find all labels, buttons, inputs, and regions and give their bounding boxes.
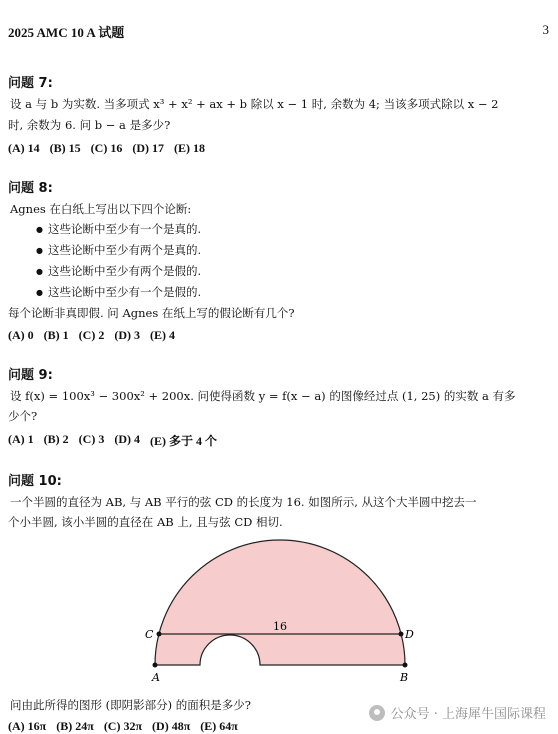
q10-question: 问由此所得的图形 (即阴影部分) 的面积是多少? (10, 698, 251, 712)
q10-heading: 问题 10: (8, 474, 62, 489)
q7-choice-b: (B) 15 (49, 141, 81, 155)
q8-choice-d: (D) 3 (114, 328, 141, 342)
q9-choice-e: (E) 多于 4 个 (150, 434, 218, 448)
point-b (403, 663, 408, 668)
watermark-text: 公众号 · 上海犀牛国际课程 (390, 707, 546, 722)
q7-choice-e: (E) 18 (174, 141, 206, 155)
q9-heading: 问题 9: (8, 368, 53, 383)
point-a (153, 663, 158, 668)
wechat-icon (369, 705, 385, 721)
q7-text-line2: 时, 余数为 6. 问 b − a 是多少? (8, 118, 171, 132)
q9-text-line1: 设 f(x) = 100x³ − 300x² + 200x. 问使得函数 y = f(x − a) 的图像经过点 (1, 25) 的实数 a 有多 (10, 389, 516, 403)
q10-choice-a: (A) 16π (8, 719, 47, 733)
q10-choice-c: (C) 32π (103, 719, 143, 733)
q7-heading: 问题 7: (8, 76, 53, 91)
q8-heading: 问题 8: (8, 181, 53, 196)
point-d (399, 632, 404, 637)
label-d: D (405, 628, 414, 641)
q9-choice-c: (C) 3 (78, 432, 105, 446)
q7-text-line1: 设 a 与 b 为实数. 当多项式 x³ + x² + ax + b 除以 x − 1 时, 余数为 4; 当该多项式除以 x − 2 (10, 97, 499, 111)
page-number: 3 (542, 22, 549, 37)
q8-intro: Agnes 在白纸上写出以下四个论断: (10, 202, 192, 216)
q8-choice-a: (A) 0 (8, 328, 34, 342)
q8-choice-b: (B) 1 (43, 328, 69, 342)
q8-statement-1: ● 这些论断中至少有一个是真的. (36, 221, 201, 237)
q8-statement-4: ● 这些论断中至少有一个是假的. (36, 284, 201, 300)
label-b: B (400, 671, 409, 684)
chord-length-label: 16 (273, 620, 287, 633)
label-c: C (145, 628, 154, 641)
header-title: 2025 AMC 10 A 试题 (8, 25, 125, 40)
q10-text-line1: 一个半圆的直径为 AB, 与 AB 平行的弦 CD 的长度为 16. 如图所示, 从这个大半圆中挖去一 (10, 495, 477, 509)
label-a: A (152, 671, 160, 684)
q8-statement-3: ● 这些论断中至少有两个是假的. (36, 263, 201, 279)
point-c (157, 632, 162, 637)
q9-text-line2: 少个? (8, 409, 38, 423)
q7-choice-c: (C) 16 (90, 141, 123, 155)
q10-choice-b: (B) 24π (56, 719, 94, 733)
shaded-region (155, 540, 405, 665)
q10-choice-d: (D) 48π (152, 719, 191, 733)
q9-choice-d: (D) 4 (114, 432, 141, 446)
q8-choice-e: (E) 4 (150, 328, 176, 342)
q9-choice-b: (B) 2 (43, 432, 69, 446)
watermark (369, 703, 546, 722)
q10-choice-e: (E) 64π (200, 719, 238, 733)
q8-choice-c: (C) 2 (78, 328, 105, 342)
q7-choice-d: (D) 17 (132, 141, 165, 155)
q10-text-line2: 个小半圆, 该小半圆的直径在 AB 上, 且与弦 CD 相切. (8, 515, 283, 529)
q10-choices (8, 719, 238, 734)
q9-choice-a: (A) 1 (8, 432, 34, 446)
q7-choice-a: (A) 14 (8, 141, 40, 155)
q8-statement-2: ● 这些论断中至少有两个是真的. (36, 242, 201, 258)
q8-question: 每个论断非真即假. 问 Agnes 在纸上写的假论断有几个? (8, 306, 295, 320)
